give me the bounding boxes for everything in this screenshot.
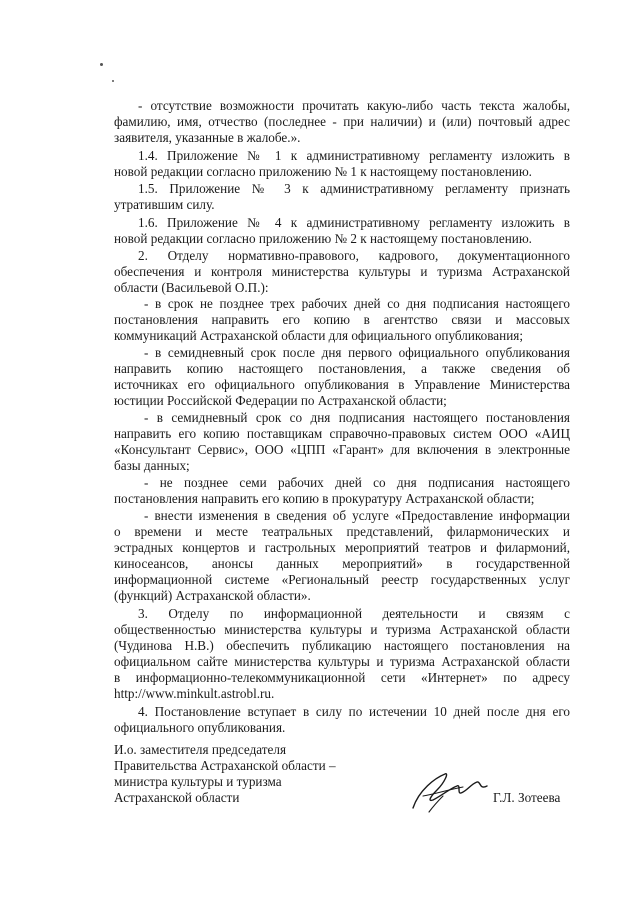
text-line: - в срок не позднее трех рабочих дней со дня подписания настоящего xyxy=(144,296,570,311)
text-line: 2. Отделу нормативно-правового, кадрового, документационного xyxy=(138,248,570,263)
text-line: направить его копию поставщикам справочно-правовых систем ООО «АИЦ xyxy=(114,426,570,441)
signatory-line: Астраханской области xyxy=(114,790,240,805)
text-line: общественностью министерства культуры и туризма Астраханской области xyxy=(114,622,570,637)
text-line: 3. Отделу по информационной деятельности и связям с xyxy=(138,606,570,621)
text-line: - отсутствие возможности прочитать какую-либо часть текста жалобы, xyxy=(138,98,570,113)
text-line: в информационно-телекоммуникационной сети «Интернет» по адресу xyxy=(114,670,570,685)
text-line: обеспечения и контроля министерства культуры и туризма Астраханской xyxy=(114,264,570,279)
text-line: 1.4. Приложение № 1 к административному регламенту изложить в xyxy=(138,148,570,163)
signatory-line: Правительства Астраханской области – xyxy=(114,758,336,773)
text-line: официального опубликования. xyxy=(114,720,286,735)
text-line: постановления направить его копию в прокуратуру Астраханской области; xyxy=(114,491,535,506)
text-line: коммуникаций Астраханской области для официального опубликования; xyxy=(114,328,523,343)
signatory-line: И.о. заместителя председателя xyxy=(114,742,287,757)
signatory-title xyxy=(114,742,374,806)
text-line: (Чудинова Н.В.) обеспечить публикацию настоящего постановления на xyxy=(114,638,570,653)
handwritten-signature xyxy=(405,760,495,820)
text-line: 1.5. Приложение № 3 к административному регламенту признать xyxy=(138,181,570,196)
text-line: информационной системе «Региональный реестр государственных услуг xyxy=(114,572,570,587)
text-line: - не позднее семи рабочих дней со дня подписания настоящего xyxy=(144,475,570,490)
text-line: юстиции Российской Федерации по Астраханской области; xyxy=(114,393,447,408)
text-line: - в семидневный срок со дня подписания настоящего постановления xyxy=(144,410,570,425)
text-line: базы данных; xyxy=(114,458,190,473)
text-line: заявителя, указанные в жалобе.». xyxy=(114,130,301,145)
signatory-line: министра культуры и туризма xyxy=(114,774,282,789)
text-line: источниках его официального опубликования в Управление Министерства xyxy=(114,377,570,392)
text-line: о времени и месте театральных представлений, филармонических и xyxy=(114,524,570,539)
text-line: http://www.minkult.astrobl.ru. xyxy=(114,686,275,701)
scan-speck xyxy=(100,63,103,66)
text-line: 4. Постановление вступает в силу по истечении 10 дней после дня его xyxy=(138,704,570,719)
scan-speck xyxy=(112,80,114,82)
text-line: направить копию настоящего постановления, а также сведения об xyxy=(114,361,570,376)
signatory-name: Г.Л. Зотеева xyxy=(493,790,561,805)
text-line: эстрадных концертов и гастрольных мероприятий театров и филармоний, xyxy=(114,540,570,555)
text-line: области (Васильевой О.П.): xyxy=(114,280,269,295)
text-line: (функций) Астраханской области». xyxy=(114,588,311,603)
text-line: фамилию, имя, отчество (последнее - при наличии) и (или) почтовый адрес xyxy=(114,114,570,129)
text-line: - в семидневный срок после дня первого официального опубликования xyxy=(144,345,570,360)
text-line: киносеансов, анонсы данных мероприятий» в государственной xyxy=(114,556,570,571)
text-line: - внести изменения в сведения об услуге «Предоставление информации xyxy=(144,508,570,523)
text-line: официальном сайте министерства культуры и туризма Астраханской области xyxy=(114,654,570,669)
text-line: постановления направить его копию в агентство связи и массовых xyxy=(114,312,570,327)
text-line: новой редакции согласно приложению № 1 к настоящему постановлению. xyxy=(114,164,532,179)
text-line: «Консультант Сервис», ООО «ЦПП «Гарант» для включения в электронные xyxy=(114,442,570,457)
text-line: 1.6. Приложение № 4 к административному регламенту изложить в xyxy=(138,215,570,230)
text-line: утратившим силу. xyxy=(114,197,215,212)
text-line: новой редакции согласно приложению № 2 к настоящему постановлению. xyxy=(114,231,532,246)
